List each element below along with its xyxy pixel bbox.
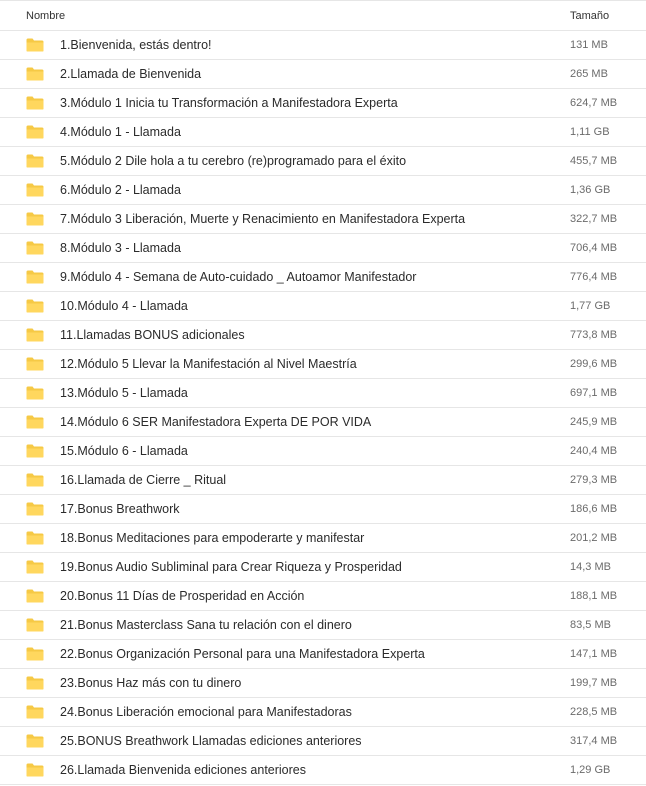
folder-row[interactable] bbox=[0, 727, 646, 756]
folder-icon bbox=[26, 502, 44, 516]
folder-list bbox=[0, 31, 646, 785]
folder-icon bbox=[26, 125, 44, 139]
folder-size: 697,1 MB bbox=[570, 387, 618, 399]
folder-name: 22.Bonus Organización Personal para una Manifestadora Experta bbox=[60, 647, 425, 661]
folder-name: 9.Módulo 4 - Semana de Auto-cuidado _ Autoamor Manifestador bbox=[60, 270, 417, 284]
folder-name: 5.Módulo 2 Dile hola a tu cerebro (re)programado para el éxito bbox=[60, 154, 407, 168]
folder-name: 12.Módulo 5 Llevar la Manifestación al Nivel Maestría bbox=[60, 357, 357, 371]
folder-icon bbox=[26, 415, 44, 429]
folder-icon bbox=[26, 734, 44, 748]
folder-size: 265 MB bbox=[570, 68, 608, 80]
folder-icon bbox=[26, 38, 44, 52]
folder-icon bbox=[26, 560, 44, 574]
folder-name: 18.Bonus Meditaciones para empoderarte y manifestar bbox=[60, 531, 365, 545]
folder-row[interactable] bbox=[0, 553, 646, 582]
folder-row[interactable] bbox=[0, 466, 646, 495]
folder-row[interactable] bbox=[0, 321, 646, 350]
folder-icon bbox=[26, 647, 44, 661]
folder-size: 245,9 MB bbox=[570, 416, 618, 428]
folder-row[interactable] bbox=[0, 263, 646, 292]
folder-name: 3.Módulo 1 Inicia tu Transformación a Manifestadora Experta bbox=[60, 96, 398, 110]
folder-name: 17.Bonus Breathwork bbox=[60, 502, 180, 516]
folder-size: 624,7 MB bbox=[570, 97, 618, 109]
folder-icon bbox=[26, 212, 44, 226]
folder-row[interactable] bbox=[0, 611, 646, 640]
folder-size: 131 MB bbox=[570, 39, 608, 51]
folder-icon bbox=[26, 241, 44, 255]
folder-icon bbox=[26, 618, 44, 632]
folder-icon bbox=[26, 444, 44, 458]
folder-row[interactable] bbox=[0, 756, 646, 785]
folder-size: 322,7 MB bbox=[570, 213, 618, 225]
folder-size: 776,4 MB bbox=[570, 271, 618, 283]
folder-row[interactable] bbox=[0, 669, 646, 698]
folder-size: 279,3 MB bbox=[570, 474, 618, 486]
folder-icon bbox=[26, 270, 44, 284]
folder-row[interactable] bbox=[0, 89, 646, 118]
folder-name: 25.BONUS Breathwork Llamadas ediciones anteriores bbox=[60, 734, 362, 748]
folder-size: 299,6 MB bbox=[570, 358, 618, 370]
folder-name: 16.Llamada de Cierre _ Ritual bbox=[60, 473, 227, 487]
folder-row[interactable] bbox=[0, 118, 646, 147]
folder-icon bbox=[26, 763, 44, 777]
column-header-size[interactable]: Tamaño bbox=[570, 10, 610, 22]
folder-size: 1,11 GB bbox=[570, 126, 610, 138]
folder-size: 455,7 MB bbox=[570, 155, 618, 167]
folder-icon bbox=[26, 183, 44, 197]
folder-row[interactable] bbox=[0, 176, 646, 205]
folder-row[interactable] bbox=[0, 698, 646, 727]
folder-row[interactable] bbox=[0, 234, 646, 263]
folder-name: 24.Bonus Liberación emocional para Manifestadoras bbox=[60, 705, 352, 719]
folder-size: 240,4 MB bbox=[570, 445, 618, 457]
folder-icon bbox=[26, 705, 44, 719]
folder-row[interactable] bbox=[0, 640, 646, 669]
folder-name: 14.Módulo 6 SER Manifestadora Experta DE POR VIDA bbox=[60, 415, 372, 429]
folder-size: 773,8 MB bbox=[570, 329, 618, 341]
folder-name: 23.Bonus Haz más con tu dinero bbox=[60, 676, 242, 690]
folder-icon bbox=[26, 67, 44, 81]
folder-icon bbox=[26, 676, 44, 690]
folder-row[interactable] bbox=[0, 379, 646, 408]
folder-row[interactable] bbox=[0, 437, 646, 466]
folder-name: 13.Módulo 5 - Llamada bbox=[60, 386, 188, 400]
folder-name: 21.Bonus Masterclass Sana tu relación con el dinero bbox=[60, 618, 352, 632]
folder-icon bbox=[26, 589, 44, 603]
folder-row[interactable] bbox=[0, 350, 646, 379]
folder-name: 4.Módulo 1 - Llamada bbox=[60, 125, 181, 139]
folder-icon bbox=[26, 299, 44, 313]
folder-size: 706,4 MB bbox=[570, 242, 618, 254]
folder-name: 11.Llamadas BONUS adicionales bbox=[60, 328, 245, 342]
folder-row[interactable] bbox=[0, 524, 646, 553]
column-header-name[interactable]: Nombre bbox=[26, 10, 66, 22]
folder-size: 199,7 MB bbox=[570, 677, 618, 689]
folder-icon bbox=[26, 328, 44, 342]
folder-row[interactable] bbox=[0, 147, 646, 176]
folder-name: 2.Llamada de Bienvenida bbox=[60, 67, 202, 81]
folder-icon bbox=[26, 473, 44, 487]
folder-row[interactable] bbox=[0, 292, 646, 321]
folder-name: 15.Módulo 6 - Llamada bbox=[60, 444, 188, 458]
folder-name: 6.Módulo 2 - Llamada bbox=[60, 183, 181, 197]
folder-icon bbox=[26, 96, 44, 110]
folder-name: 19.Bonus Audio Subliminal para Crear Riqueza y Prosperidad bbox=[60, 560, 402, 574]
folder-icon bbox=[26, 357, 44, 371]
folder-row[interactable] bbox=[0, 205, 646, 234]
list-header bbox=[0, 1, 646, 31]
folder-size: 201,2 MB bbox=[570, 532, 618, 544]
folder-row[interactable] bbox=[0, 31, 646, 60]
folder-size: 14,3 MB bbox=[570, 561, 611, 573]
folder-name: 20.Bonus 11 Días de Prosperidad en Acción bbox=[60, 589, 305, 603]
folder-icon bbox=[26, 531, 44, 545]
folder-row[interactable] bbox=[0, 408, 646, 437]
folder-icon bbox=[26, 154, 44, 168]
folder-size: 1,77 GB bbox=[570, 300, 611, 312]
folder-size: 228,5 MB bbox=[570, 706, 618, 718]
folder-size: 188,1 MB bbox=[570, 590, 618, 602]
folder-row[interactable] bbox=[0, 582, 646, 611]
folder-name: 10.Módulo 4 - Llamada bbox=[60, 299, 188, 313]
folder-row[interactable] bbox=[0, 495, 646, 524]
folder-name: 8.Módulo 3 - Llamada bbox=[60, 241, 181, 255]
folder-size: 1,29 GB bbox=[570, 764, 611, 776]
folder-name: 26.Llamada Bienvenida ediciones anteriores bbox=[60, 763, 306, 777]
folder-size: 147,1 MB bbox=[570, 648, 618, 660]
folder-size: 317,4 MB bbox=[570, 735, 618, 747]
folder-size: 83,5 MB bbox=[570, 619, 611, 631]
folder-name: 7.Módulo 3 Liberación, Muerte y Renacimiento en Manifestadora Experta bbox=[60, 212, 466, 226]
folder-name: 1.Bienvenida, estás dentro! bbox=[60, 38, 212, 52]
folder-icon bbox=[26, 386, 44, 400]
folder-size: 1,36 GB bbox=[570, 184, 611, 196]
folder-row[interactable] bbox=[0, 60, 646, 89]
folder-size: 186,6 MB bbox=[570, 503, 618, 515]
